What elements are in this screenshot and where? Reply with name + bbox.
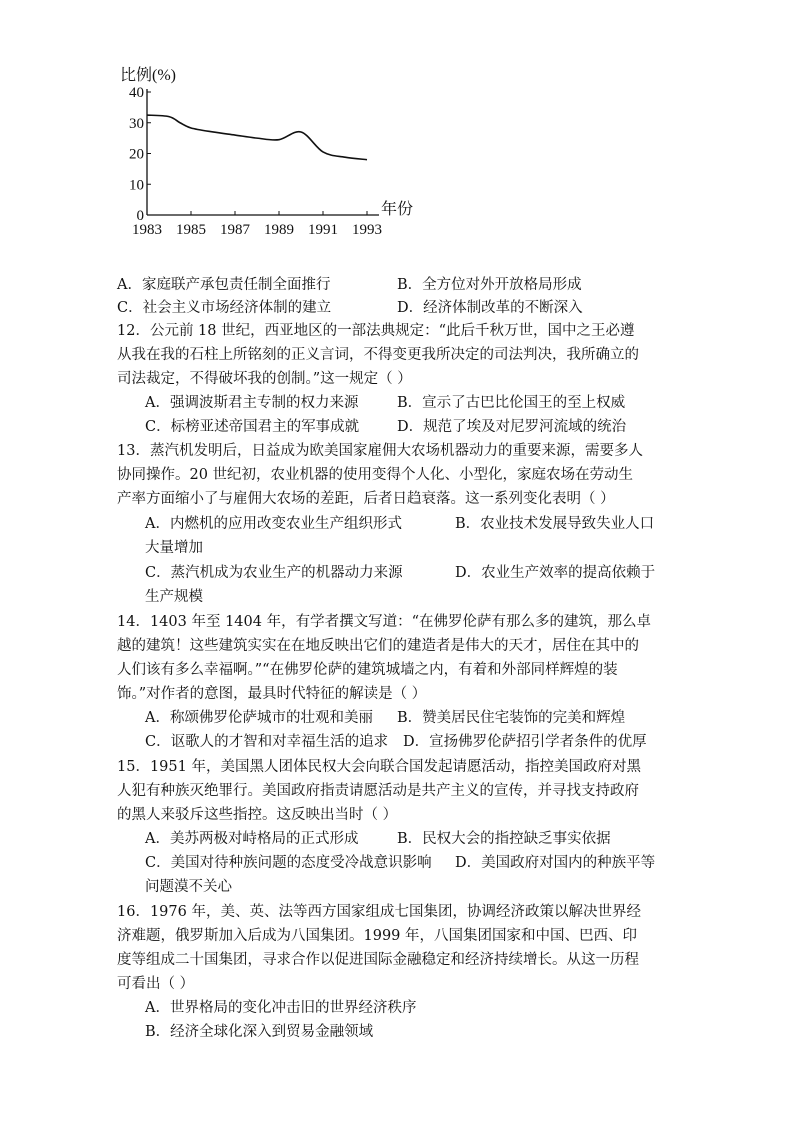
q13-option-d: D．农业生产效率的提高依赖于: [455, 565, 656, 581]
q11-option-c: C．社会主义市场经济体制的建立: [117, 300, 332, 316]
q11-option-d: D．经济体制改革的不断深入: [397, 300, 583, 316]
y-tick-label: 10: [129, 177, 144, 194]
q15-option-b: B．民权大会的指控缺乏事实依据: [397, 831, 611, 847]
q14-stem-line: 饰。”对作者的意图，最具时代特征的解读是（ ）: [117, 686, 427, 702]
q14-option-c: C．讴歌人的才智和对幸福生活的追求: [145, 734, 389, 750]
q14-stem-line: 14．1403 年至 1404 年，有学者撰文写道：“在佛罗伦萨有那么多的建筑，那么卓: [117, 614, 651, 630]
q14-stem-line: 越的建筑！这些建筑实实在在地反映出它们的建造者是伟大的天才，居住在其中的: [117, 638, 639, 654]
q11-option-a: A．家庭联产承包责任制全面推行: [117, 277, 331, 293]
q16-option-b: B．经济全球化深入到贸易金融领域: [145, 1024, 374, 1040]
q16-stem-line: 度等组成二十国集团，寻求合作以促进国际金融稳定和经济持续增长。从这一历程: [117, 952, 639, 968]
q15-option-a: A．美苏两极对峙格局的正式形成: [145, 831, 359, 847]
x-tick-label: 1987: [220, 222, 250, 238]
y-tick-label: 0: [136, 208, 144, 224]
line-chart: [110, 60, 420, 245]
q15-option-d-continued: 问题漠不关心: [145, 879, 232, 895]
series-line: [147, 115, 367, 160]
q13-option-a: A．内燃机的应用改变农业生产组织形式: [145, 516, 402, 532]
q13-stem-line: 协同操作。20 世纪初，农业机器的使用变得个人化、小型化，家庭农场在劳动生: [117, 467, 634, 483]
y-tick-label: 20: [129, 146, 144, 163]
q14-option-a: A．称颂佛罗伦萨城市的壮观和美丽: [145, 710, 373, 726]
x-tick-label: 1985: [176, 222, 206, 238]
q16-stem-line: 济难题，俄罗斯加入后成为八国集团。1999 年，八国集团国家和中国、巴西、印: [117, 928, 638, 944]
x-tick-label: 1993: [352, 222, 382, 238]
q13-stem-line: 产率方面缩小了与雇佣大农场的差距，后者日趋衰落。这一系列变化表明（ ）: [117, 491, 615, 507]
q16-option-a: A．世界格局的变化冲击旧的世界经济秩序: [145, 1000, 417, 1016]
y-tick-label: 30: [129, 115, 144, 132]
q12-stem-line: 12．公元前 18 世纪，西亚地区的一部法典规定：“此后千秋万世，国中之王必遵: [117, 323, 635, 339]
q15-stem-line: 的黑人来驳斥这些指控。这反映出当时（ ）: [117, 807, 398, 823]
x-axis-label: 年份: [381, 201, 414, 218]
q12-option-d: D．规范了埃及对尼罗河流域的统治: [397, 419, 627, 435]
y-tick-label: 40: [129, 85, 144, 101]
q11-option-b: B．全方位对外开放格局形成: [397, 277, 582, 293]
q15-stem-line: 15．1951 年，美国黑人团体民权大会向联合国发起请愿活动，指控美国政府对黑: [117, 759, 641, 775]
q15-option-c: C．美国对待种族问题的态度受冷战意识影响: [145, 855, 432, 871]
q16-stem-line: 16．1976 年，美、英、法等西方国家组成七国集团，协调经济政策以解决世界经: [117, 904, 641, 920]
q12-stem-line: 司法裁定，不得破坏我的创制。”这一规定（ ）: [117, 371, 412, 387]
x-tick-label: 1991: [308, 222, 338, 238]
q13-option-b: B．农业技术发展导致失业人口: [455, 516, 655, 532]
x-tick-label: 1989: [264, 222, 294, 238]
x-tick-label: 1983: [132, 222, 162, 238]
q13-option-d-continued: 生产规模: [145, 589, 203, 605]
q12-stem-line: 从我在我的石柱上所铭刻的正义言词，不得变更我所决定的司法判决，我所确立的: [117, 347, 639, 363]
q13-stem-line: 13．蒸汽机发明后，日益成为欧美国家雇佣大农场机器动力的重要来源，需要多人: [117, 443, 643, 459]
q15-stem-line: 人犯有种族灭绝罪行。美国政府指责请愿活动是共产主义的宣传，并寻找支持政府: [117, 783, 639, 799]
q14-stem-line: 人们该有多么幸福啊。”“在佛罗伦萨的建筑城墙之内，有着和外部同样辉煌的装: [117, 662, 618, 678]
q15-option-d: D．美国政府对国内的种族平等: [455, 855, 656, 871]
q12-option-c: C．标榜亚述帝国君主的军事成就: [145, 419, 360, 435]
q16-stem-line: 可看出（ ）: [117, 976, 195, 992]
q12-option-a: A．强调波斯君主专制的权力来源: [145, 395, 359, 411]
q14-option-d: D．宣扬佛罗伦萨招引学者条件的优厚: [403, 734, 647, 750]
q13-option-b-continued: 大量增加: [145, 540, 203, 556]
q12-option-b: B．宣示了古巴比伦国王的至上权威: [397, 395, 626, 411]
q14-option-b: B．赞美居民住宅装饰的完美和辉煌: [397, 710, 626, 726]
y-axis-label: 比例(%): [120, 67, 176, 84]
q13-option-c: C．蒸汽机成为农业生产的机器动力来源: [145, 565, 403, 581]
